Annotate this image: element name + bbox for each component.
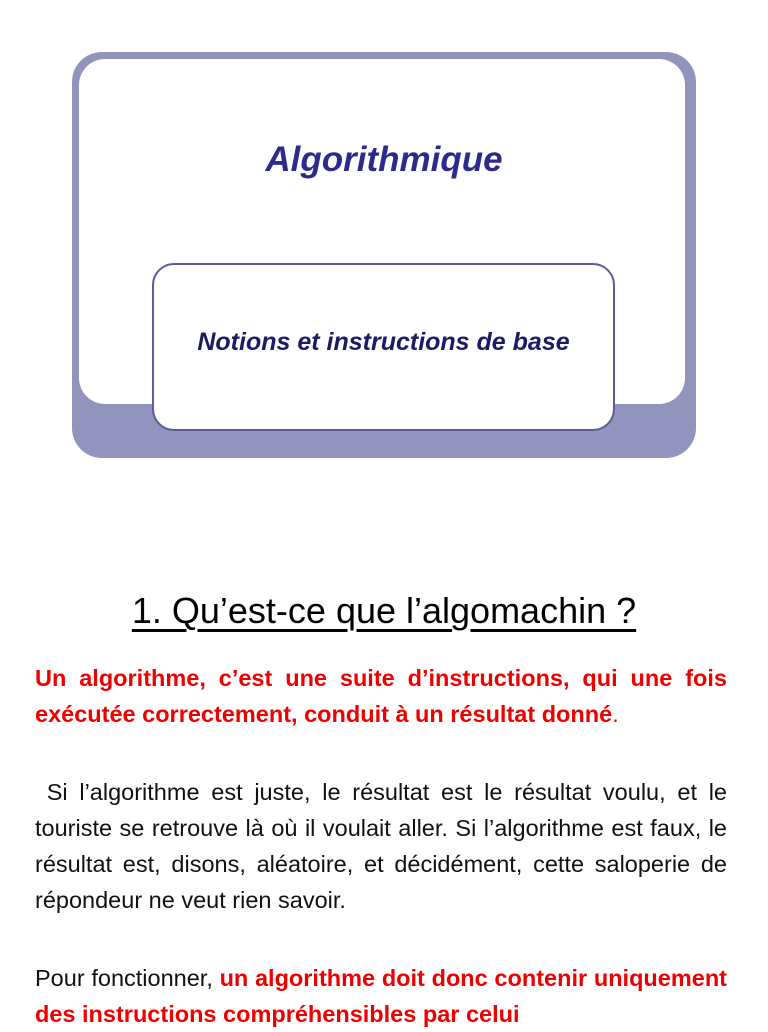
section-heading <box>0 590 768 632</box>
slide-title: Algorithmique <box>265 140 503 179</box>
definition-text: Un algorithme, c’est une suite d’instructions, qui une fois exécutée correctement, conduit à un résultat donné <box>35 665 727 727</box>
definition-paragraph <box>35 660 727 732</box>
section-heading-text: 1. Qu’est-ce que l’algomachin ? <box>131 590 637 631</box>
requirement-lead: Pour fonctionner, <box>35 965 220 991</box>
requirement-paragraph <box>35 960 727 1032</box>
definition-end: . <box>612 701 619 727</box>
slide-subtitle: Notions et instructions de base <box>197 328 570 356</box>
explanation-paragraph: Si l’algorithme est juste, le résultat est le résultat voulu, et le touriste se retrouve là où il voulait aller. Si l’algorithme est faux, le résultat est, disons, aléatoire, et décidément, cette saloperie de répondeur ne veut rien savoir. <box>35 779 734 913</box>
requirement-emphasis: un algorithme doit donc contenir uniquement des instructions compréhensibles par celui <box>35 965 728 1027</box>
